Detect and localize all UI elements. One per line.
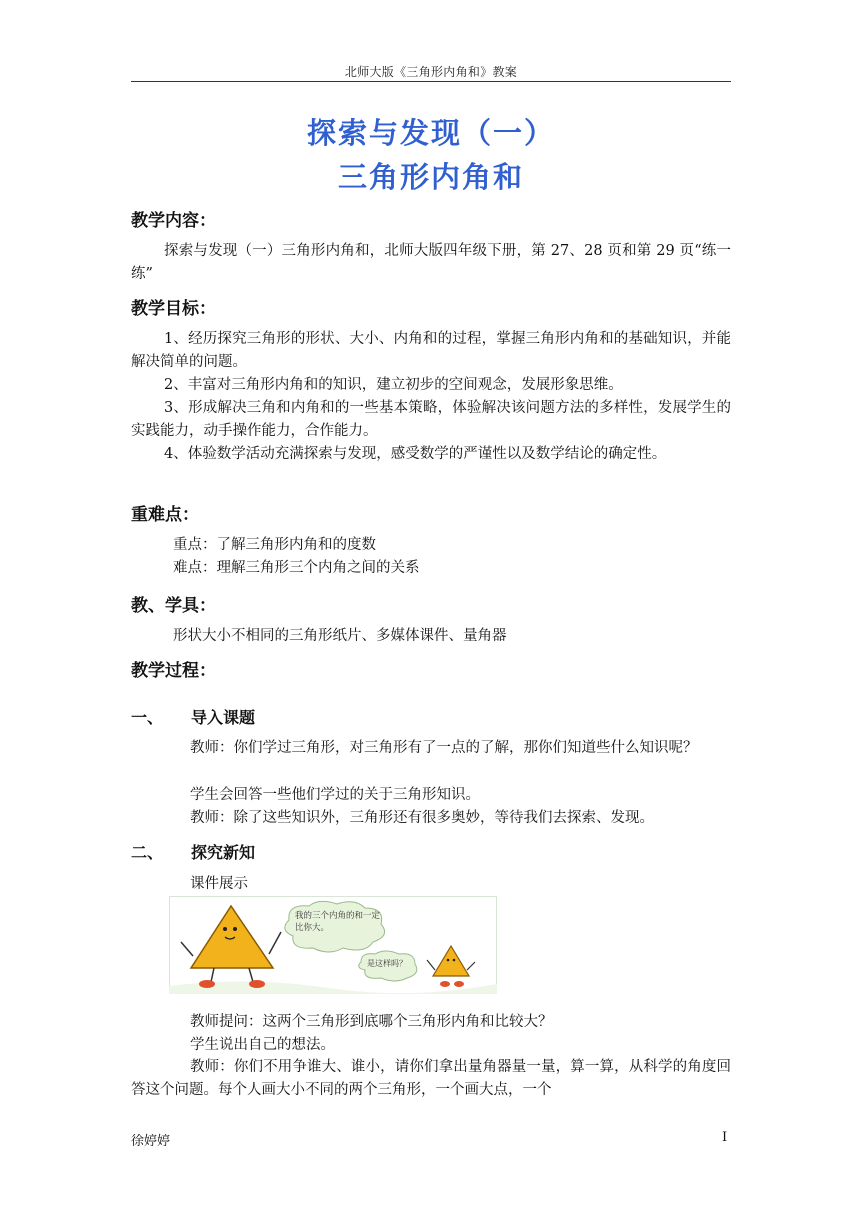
section-2-para-3: 教师：你们不用争谁大、谁小，请你们拿出量角器量一量，算一算，从科学的角度回答这个问题。每个人画大小不同的两个三角形，一个画大点，一个: [131, 1059, 731, 1098]
section-2-intro: 课件展示: [190, 876, 248, 892]
section-1-para-1: 教师：你们学过三角形，对三角形有了一点的了解，那你们知道些什么知识呢？: [190, 740, 698, 756]
section-1-title: 导入课题: [191, 708, 256, 727]
footer-author: 徐婷婷: [131, 1134, 171, 1149]
section-1-para-2: 学生会回答一些他们学过的关于三角形知识。: [190, 787, 480, 803]
key-point-2: 难点：理解三角形三个内角之间的关系: [173, 560, 420, 576]
heading-tools: 教、学具：: [131, 596, 216, 616]
goal-item-1: 1、经历探究三角形的形状、大小、内角和的过程，掌握三角形内角和的基础知识，并能解决简单的问题。: [131, 331, 731, 370]
triangle-cartoon-illustration: [169, 896, 497, 994]
section-1-para-3: 教师：除了这些知识外，三角形还有很多奥妙，等待我们去探索、发现。: [190, 810, 654, 826]
header-rule: [131, 81, 731, 82]
goal-item-3: 3、形成解决三角和内角和的一些基本策略，体验解决该问题方法的多样性，发展学生的实践能力，动手操作能力，合作能力。: [131, 400, 731, 439]
section-2-para-1: 教师提问：这两个三角形到底哪个三角形内角和比较大？: [190, 1014, 553, 1030]
heading-process: 教学过程：: [131, 661, 216, 681]
content-text: 探索与发现（一）三角形内角和，北师大版四年级下册，第 27、28 页和第 29 页“练一练”: [131, 243, 731, 282]
heading-goals: 教学目标：: [131, 299, 216, 319]
goal-item-2: 2、丰富对三角形内角和的知识，建立初步的空间观念，发展形象思维。: [164, 377, 623, 393]
title-line-2: 三角形内角和: [337, 160, 524, 194]
section-2-para-2: 学生说出自己的想法。: [190, 1037, 335, 1053]
triangle-cartoon-svg: [169, 896, 497, 994]
section-2-number: 二、: [131, 843, 164, 862]
footer-page-number: I: [722, 1130, 728, 1145]
key-point-1: 重点：了解三角形内角和的度数: [173, 537, 376, 553]
tools-text: 形状大小不相同的三角形纸片、多媒体课件、量角器: [173, 628, 507, 644]
section-1-number: 一、: [131, 708, 164, 727]
heading-key-points: 重难点：: [131, 505, 199, 525]
page-header: 北师大版《三角形内角和》教案: [344, 65, 518, 79]
title-line-1: 探索与发现（一）: [306, 116, 555, 150]
goal-item-4: 4、体验数学活动充满探索与发现，感受数学的严谨性以及数学结论的确定性。: [164, 446, 667, 462]
section-2-title: 探究新知: [191, 843, 256, 862]
speech-bubble-2-text: 是这样吗？: [367, 959, 407, 968]
heading-content: 教学内容：: [131, 211, 216, 231]
speech-bubble-1-text: 我的三个内角的和一定比你大。: [295, 911, 381, 933]
